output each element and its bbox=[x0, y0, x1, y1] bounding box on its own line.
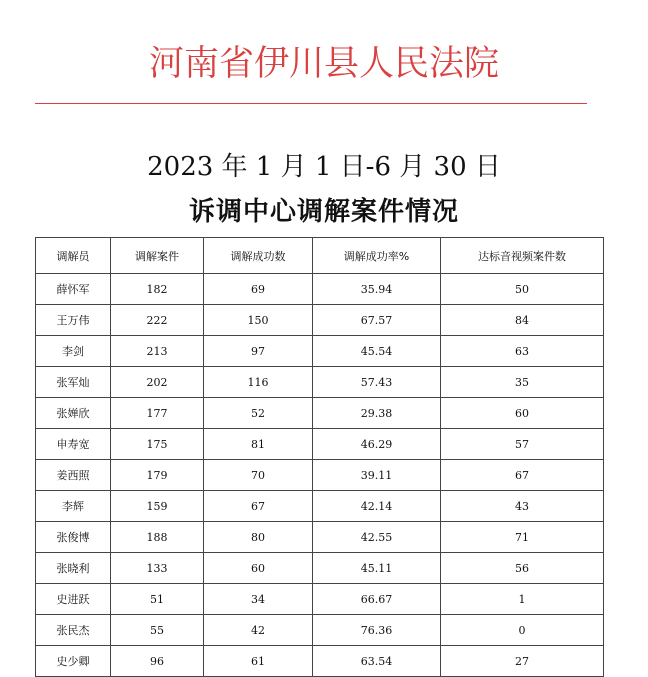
table-cell: 46.29 bbox=[313, 429, 441, 460]
table-cell: 179 bbox=[111, 460, 204, 491]
mediator-name-cell: 李剑 bbox=[36, 336, 111, 367]
table-row bbox=[36, 398, 604, 429]
mediation-stats-table bbox=[35, 237, 604, 677]
table-cell: 67 bbox=[204, 491, 313, 522]
table-cell: 84 bbox=[441, 305, 604, 336]
table-cell: 42.55 bbox=[313, 522, 441, 553]
table-cell: 55 bbox=[111, 615, 204, 646]
table-cell: 116 bbox=[204, 367, 313, 398]
table-cell: 76.36 bbox=[313, 615, 441, 646]
mediator-name-cell: 李辉 bbox=[36, 491, 111, 522]
table-cell: 67 bbox=[441, 460, 604, 491]
table-row bbox=[36, 336, 604, 367]
table-row bbox=[36, 491, 604, 522]
table-cell: 57 bbox=[441, 429, 604, 460]
table-header-row bbox=[36, 238, 604, 274]
mediator-name-cell: 张婵欣 bbox=[36, 398, 111, 429]
table-cell: 45.54 bbox=[313, 336, 441, 367]
table-cell: 202 bbox=[111, 367, 204, 398]
table-cell: 150 bbox=[204, 305, 313, 336]
table-cell: 159 bbox=[111, 491, 204, 522]
mediator-name-cell: 张军灿 bbox=[36, 367, 111, 398]
mediator-name-cell: 张俊博 bbox=[36, 522, 111, 553]
table-cell: 35.94 bbox=[313, 274, 441, 305]
table-cell: 188 bbox=[111, 522, 204, 553]
column-header: 调解成功率% bbox=[313, 238, 441, 274]
table-cell: 133 bbox=[111, 553, 204, 584]
table-cell: 39.11 bbox=[313, 460, 441, 491]
red-divider bbox=[35, 103, 587, 104]
table-cell: 175 bbox=[111, 429, 204, 460]
mediator-name-cell: 薛怀军 bbox=[36, 274, 111, 305]
table-cell: 0 bbox=[441, 615, 604, 646]
table-row bbox=[36, 522, 604, 553]
table-row bbox=[36, 584, 604, 615]
column-header: 达标音视频案件数 bbox=[441, 238, 604, 274]
mediator-name-cell: 姜西照 bbox=[36, 460, 111, 491]
table-cell: 80 bbox=[204, 522, 313, 553]
table-cell: 70 bbox=[204, 460, 313, 491]
table-cell: 222 bbox=[111, 305, 204, 336]
table-cell: 42 bbox=[204, 615, 313, 646]
table-cell: 81 bbox=[204, 429, 313, 460]
table-cell: 71 bbox=[441, 522, 604, 553]
table-row bbox=[36, 429, 604, 460]
table-cell: 52 bbox=[204, 398, 313, 429]
table-cell: 42.14 bbox=[313, 491, 441, 522]
mediator-name-cell: 张民杰 bbox=[36, 615, 111, 646]
column-header: 调解成功数 bbox=[204, 238, 313, 274]
table-cell: 182 bbox=[111, 274, 204, 305]
table-cell: 60 bbox=[441, 398, 604, 429]
court-name-heading: 河南省伊川县人民法院 bbox=[148, 44, 499, 84]
table-cell: 67.57 bbox=[313, 305, 441, 336]
table-cell: 51 bbox=[111, 584, 204, 615]
mediator-name-cell: 王万伟 bbox=[36, 305, 111, 336]
table-cell: 63.54 bbox=[313, 646, 441, 677]
table-cell: 45.11 bbox=[313, 553, 441, 584]
mediator-name-cell: 申寿宽 bbox=[36, 429, 111, 460]
table-cell: 61 bbox=[204, 646, 313, 677]
table-row bbox=[36, 615, 604, 646]
mediator-name-cell: 张晓利 bbox=[36, 553, 111, 584]
table-cell: 63 bbox=[441, 336, 604, 367]
table-row bbox=[36, 367, 604, 398]
table-cell: 29.38 bbox=[313, 398, 441, 429]
mediator-name-cell: 史进跃 bbox=[36, 584, 111, 615]
table-cell: 177 bbox=[111, 398, 204, 429]
table-row bbox=[36, 460, 604, 491]
table-row bbox=[36, 553, 604, 584]
table-cell: 66.67 bbox=[313, 584, 441, 615]
table-cell: 57.43 bbox=[313, 367, 441, 398]
table-cell: 50 bbox=[441, 274, 604, 305]
table-cell: 35 bbox=[441, 367, 604, 398]
table-cell: 1 bbox=[441, 584, 604, 615]
table-cell: 213 bbox=[111, 336, 204, 367]
date-range: 2023 年 1 月 1 日-6 月 30 日 bbox=[147, 152, 501, 182]
table-row bbox=[36, 646, 604, 677]
table-row bbox=[36, 305, 604, 336]
table-row bbox=[36, 274, 604, 305]
table-cell: 56 bbox=[441, 553, 604, 584]
table-cell: 60 bbox=[204, 553, 313, 584]
report-title: 诉调中心调解案件情况 bbox=[188, 197, 459, 227]
table-cell: 96 bbox=[111, 646, 204, 677]
column-header: 调解员 bbox=[36, 238, 111, 274]
table-cell: 43 bbox=[441, 491, 604, 522]
table-cell: 34 bbox=[204, 584, 313, 615]
table-cell: 97 bbox=[204, 336, 313, 367]
column-header: 调解案件 bbox=[111, 238, 204, 274]
mediator-name-cell: 史少卿 bbox=[36, 646, 111, 677]
table-cell: 27 bbox=[441, 646, 604, 677]
table-cell: 69 bbox=[204, 274, 313, 305]
